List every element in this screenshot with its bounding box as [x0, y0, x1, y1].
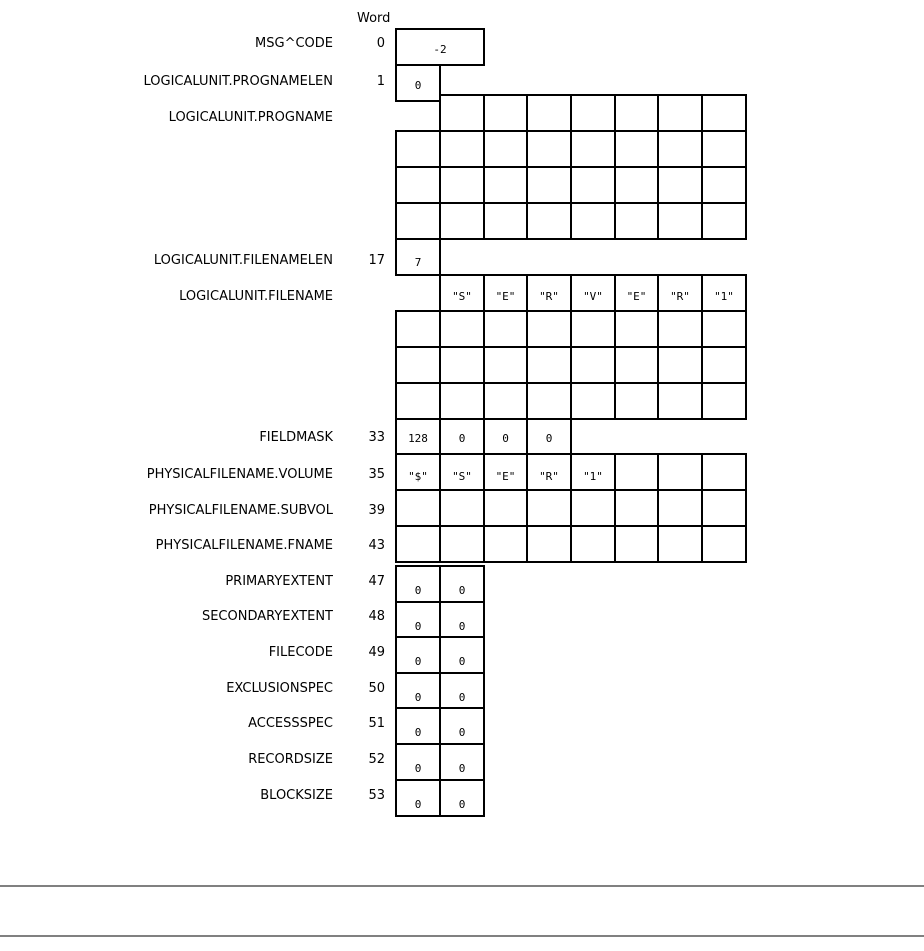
fname-cell	[571, 526, 615, 562]
fname-cell	[396, 526, 440, 562]
subvol-cell	[484, 490, 527, 526]
primaryextent-value: 0	[414, 584, 422, 597]
word-offset: 0	[376, 36, 385, 51]
filename-cell	[615, 347, 658, 383]
progname-cell	[658, 95, 702, 131]
progname-cell	[527, 203, 571, 239]
blocksize-value: 0	[458, 798, 466, 811]
filename-char: "R"	[670, 290, 690, 303]
filename-char: "S"	[452, 290, 472, 303]
fieldmask-value: 128	[408, 432, 428, 445]
fieldmask-value: 0	[502, 432, 509, 445]
filename-cell	[396, 347, 440, 383]
field-label: PHYSICALFILENAME.FNAME	[155, 538, 333, 553]
filename-cell	[658, 347, 702, 383]
word-offset: 53	[368, 788, 385, 803]
filename-cell	[527, 311, 571, 347]
volume-char: "S"	[452, 470, 472, 483]
field-label: FIELDMASK	[259, 430, 333, 445]
filename-cell	[658, 383, 702, 419]
fname-cell	[484, 526, 527, 562]
subvol-cell	[396, 490, 440, 526]
field-label: LOGICALUNIT.FILENAME	[179, 289, 333, 304]
word-offset: 35	[368, 467, 385, 482]
field-label: ACCESSSPEC	[248, 716, 333, 731]
volume-cell	[702, 454, 746, 490]
field-boxes	[396, 29, 746, 816]
word-offset: 39	[368, 503, 385, 518]
progname-cell	[484, 95, 527, 131]
volume-cell	[658, 454, 702, 490]
field-labels	[144, 36, 334, 803]
word-offsets	[368, 36, 385, 803]
filename-cell	[484, 311, 527, 347]
filename-cell	[571, 383, 615, 419]
progname-cell	[615, 203, 658, 239]
progname-cell	[571, 95, 615, 131]
progname-cell	[484, 131, 527, 167]
msg-code-value: -2	[433, 43, 447, 56]
filename-cell	[440, 311, 484, 347]
primaryextent-value: 0	[458, 584, 466, 597]
fieldmask-value: 0	[545, 432, 553, 445]
word-offset: 48	[368, 609, 385, 624]
filename-len-value: 7	[414, 256, 422, 269]
fname-cell	[527, 526, 571, 562]
field-label: PHYSICALFILENAME.VOLUME	[146, 467, 333, 482]
filename-char: "V"	[583, 290, 603, 303]
subvol-cell	[615, 490, 658, 526]
filename-cell	[396, 311, 440, 347]
field-label: LOGICALUNIT.PROGNAME	[168, 110, 333, 125]
field-label: PRIMARYEXTENT	[225, 574, 333, 589]
blocksize-value: 0	[414, 798, 422, 811]
word-offset: 43	[368, 538, 385, 553]
subvol-cell	[440, 490, 484, 526]
word-offset: 52	[368, 752, 385, 767]
volume-char: "1"	[583, 470, 603, 483]
secondaryextent-value: 0	[458, 620, 466, 633]
field-label: LOGICALUNIT.PROGNAMELEN	[143, 74, 333, 89]
progname-cell	[527, 167, 571, 203]
filename-cell	[702, 311, 746, 347]
field-label: SECONDARYEXTENT	[201, 609, 333, 624]
accessspec-value: 0	[414, 726, 422, 739]
filename-cell	[571, 347, 615, 383]
word-offset: 47	[368, 574, 385, 589]
filename-cell	[658, 311, 702, 347]
progname-cell	[615, 131, 658, 167]
fname-cell	[440, 526, 484, 562]
volume-cell	[615, 454, 658, 490]
recordsize-value: 0	[458, 762, 466, 775]
volume-char: "E"	[495, 470, 516, 483]
word-offset: 17	[368, 253, 385, 268]
progname-cell	[615, 167, 658, 203]
filename-cell	[702, 347, 746, 383]
volume-char: "R"	[539, 470, 559, 483]
progname-cell	[571, 131, 615, 167]
filename-cell	[440, 383, 484, 419]
filename-char: "E"	[495, 290, 516, 303]
field-label: EXCLUSIONSPEC	[226, 681, 333, 696]
progname-cell	[658, 167, 702, 203]
subvol-cell	[702, 490, 746, 526]
filename-cell	[527, 347, 571, 383]
filename-cell	[615, 383, 658, 419]
volume-char: "$"	[408, 470, 428, 483]
subvol-cell	[527, 490, 571, 526]
progname-cell	[440, 95, 484, 131]
progname-cell	[527, 95, 571, 131]
progname-cell	[702, 95, 746, 131]
filecode-value: 0	[458, 655, 466, 668]
fname-cell	[702, 526, 746, 562]
progname-cell	[484, 167, 527, 203]
fname-cell	[658, 526, 702, 562]
progname-cell	[527, 131, 571, 167]
progname-cell	[702, 131, 746, 167]
exclusionspec-value: 0	[414, 691, 422, 704]
filename-char: "1"	[714, 290, 734, 303]
filename-char: "E"	[626, 290, 647, 303]
progname-cell	[658, 203, 702, 239]
filecode-value: 0	[414, 655, 422, 668]
subvol-cell	[658, 490, 702, 526]
field-label: PHYSICALFILENAME.SUBVOL	[148, 503, 333, 518]
field-label: FILECODE	[268, 645, 333, 660]
word-offset: 33	[368, 430, 385, 445]
progname-cell	[571, 167, 615, 203]
accessspec-value: 0	[458, 726, 466, 739]
filename-cell	[484, 383, 527, 419]
field-label: LOGICALUNIT.FILENAMELEN	[153, 253, 333, 268]
progname-cell	[615, 95, 658, 131]
filename-cell	[484, 347, 527, 383]
progname-cell	[396, 203, 440, 239]
filename-cell	[615, 311, 658, 347]
progname-len-value: 0	[414, 79, 422, 92]
progname-cell	[440, 131, 484, 167]
progname-cell	[396, 131, 440, 167]
word-offset: 50	[368, 681, 385, 696]
filename-cell	[527, 383, 571, 419]
progname-cell	[658, 131, 702, 167]
field-label: MSG^CODE	[255, 36, 333, 51]
secondaryextent-value: 0	[414, 620, 422, 633]
word-column-header: Word	[357, 11, 391, 26]
filename-cell	[571, 311, 615, 347]
filename-cell	[702, 383, 746, 419]
fname-cell	[615, 526, 658, 562]
progname-cell	[440, 203, 484, 239]
word-offset: 51	[368, 716, 385, 731]
subvol-cell	[571, 490, 615, 526]
progname-cell	[396, 167, 440, 203]
progname-cell	[484, 203, 527, 239]
field-label: RECORDSIZE	[248, 752, 333, 767]
filename-cell	[440, 347, 484, 383]
progname-cell	[571, 203, 615, 239]
word-offset: 49	[368, 645, 385, 660]
exclusionspec-value: 0	[458, 691, 466, 704]
progname-cell	[702, 167, 746, 203]
field-label: BLOCKSIZE	[260, 788, 333, 803]
filename-char: "R"	[539, 290, 559, 303]
fieldmask-value: 0	[458, 432, 466, 445]
recordsize-value: 0	[414, 762, 422, 775]
progname-cell	[702, 203, 746, 239]
filename-cell	[396, 383, 440, 419]
progname-cell	[440, 167, 484, 203]
word-offset: 1	[376, 74, 385, 89]
